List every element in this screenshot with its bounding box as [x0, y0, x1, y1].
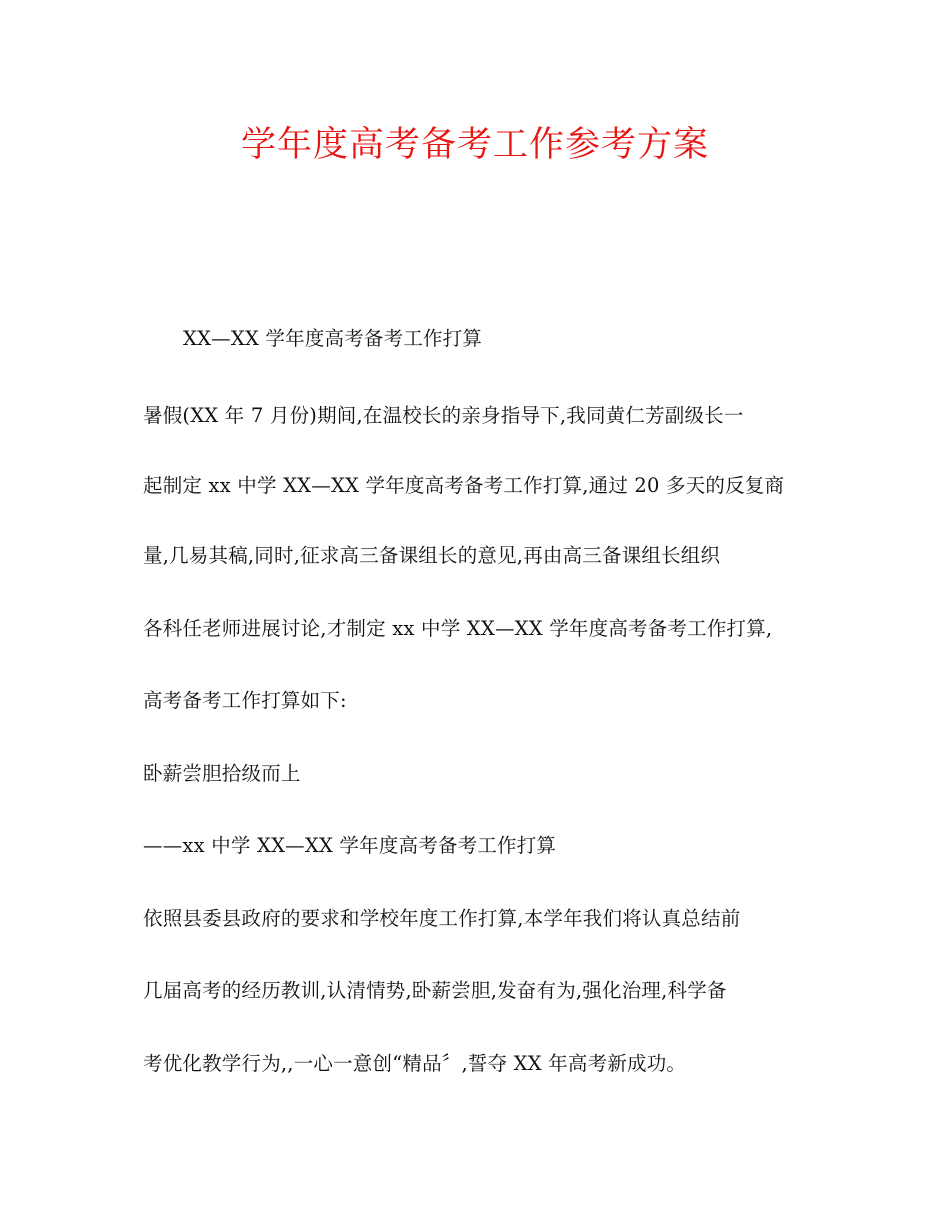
document-title: 学年度高考备考工作参考方案 [240, 125, 709, 165]
paragraph-line: 依照县委县政府的要求和学校年度工作打算,本学年我们将认真总结前 [143, 907, 741, 930]
paragraph-line: 起制定 xx 中学 XX—XX 学年度高考备考工作打算,通过 20 多天的反复商 [143, 474, 785, 497]
paragraph-line: 各科任老师进展讨论,才制定 xx 中学 XX—XX 学年度高考备考工作打算, [143, 617, 773, 640]
paragraph-line: 量,几易其稿,同时,征求高三备课组长的意见,再由高三备课组长组织 [143, 544, 721, 567]
paragraph-line: 考优化教学行为,,一心一意创“精品〞,誓夺 XX 年高考新成功。 [143, 1052, 687, 1075]
section-heading: 卧薪尝胆拾级而上 [143, 762, 301, 785]
paragraph-line: 几届高考的经历教训,认清情势,卧薪尝胆,发奋有为,强化治理,科学备 [143, 979, 727, 1002]
paragraph-line: 高考备考工作打算如下: [143, 689, 347, 712]
plan-heading: XX—XX 学年度高考备考工作打算 [183, 327, 483, 350]
section-subtitle: ——xx 中学 XX—XX 学年度高考备考工作打算 [143, 834, 557, 857]
paragraph-line: 暑假(XX 年 7 月份)期间,在温校长的亲身指导下,我同黄仁芳副级长一 [143, 404, 744, 427]
